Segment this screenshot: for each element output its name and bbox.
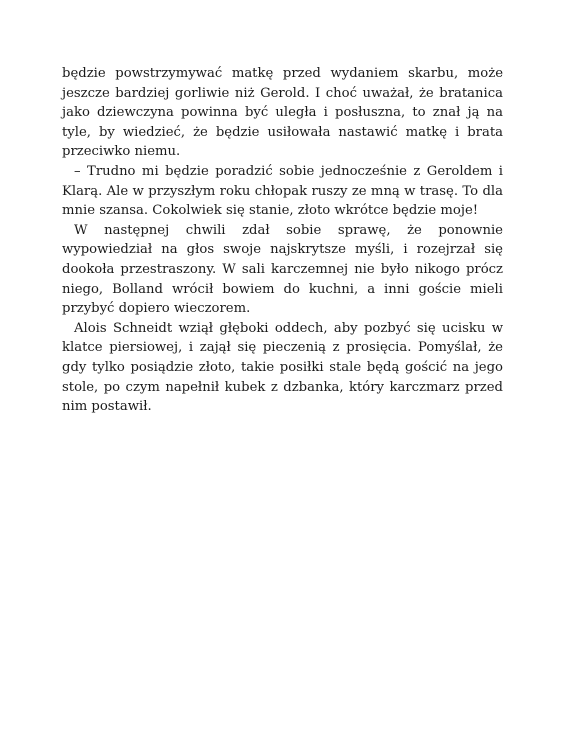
body-text [62,64,503,417]
paragraph: W następnej chwili zdał sobie sprawę, że ponownie wypowiedział na głos swoje najskrytsze myśli, i rozejrzał się dookoła przestraszony. W sali karczemnej nie było nikogo prócz niego, Bolland wrócił bowiem do kuchni, a inni goście mieli przybyć dopiero wieczorem. [62,222,503,317]
paragraph: będzie powstrzymywać matkę przed wydaniem skarbu, może jeszcze bardziej gorliwie niż Gerold. I choć uważał, że bratanica jako dziewczyna powinna być uległa i posłuszna, to znał ją na tyle, by wiedzieć, że będzie usiłowała nastawić matkę i brata przeciwko niemu. [62,66,503,160]
paragraph: Alois Schneidt wziął głęboki oddech, aby pozbyć się ucisku w klatce piersiowej, i zajął się pieczenią z prosięcia. Pomyślał, że gdy tylko posiądzie złoto, takie posiłki stale będą gościć na jego stole, po czym napełnił kubek z dzbanka, który karczmarz przed nim postawił. [62,320,503,415]
paragraph: – Trudno mi będzie poradzić sobie jednocześnie z Geroldem i Klarą. Ale w przyszłym roku chłopak ruszy ze mną w trasę. To dla mnie szansa. Cokolwiek się stanie, złoto wkrótce będzie moje! [62,163,503,219]
